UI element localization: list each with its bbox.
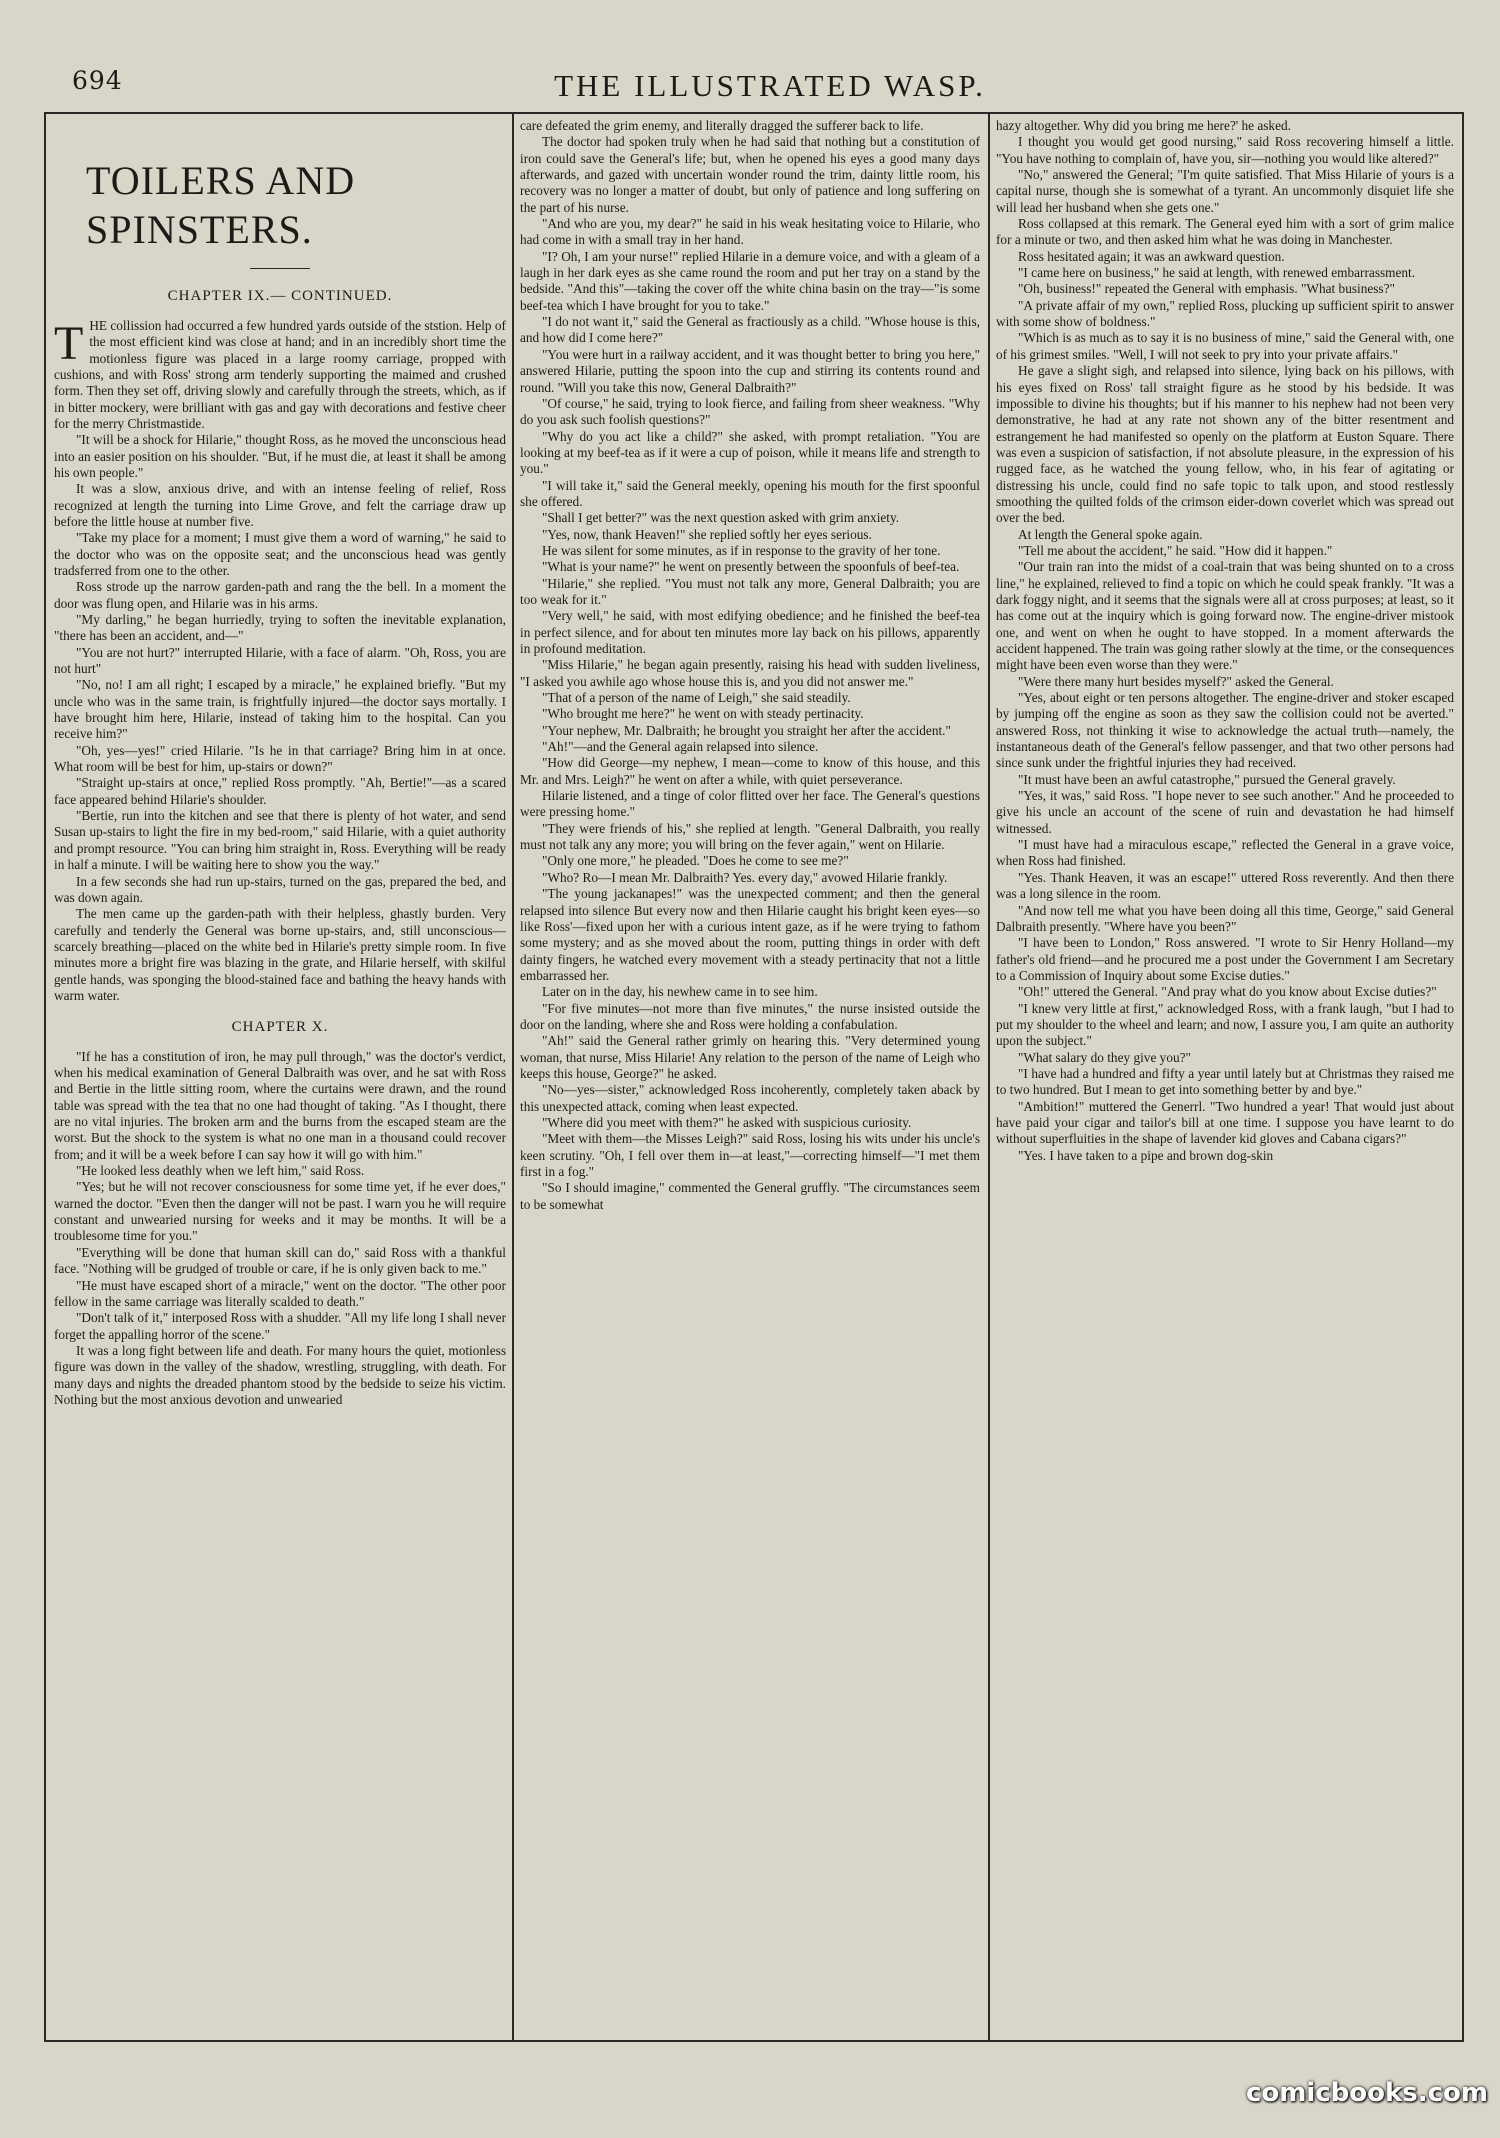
story-paragraph: "Only one more," he pleaded. "Does he come to see me?" — [542, 853, 849, 869]
story-paragraph: "I have had a hundred and fifty a year until lately but at Christmas they raised me to two hundred. But I mean to get into something better by and bye." — [996, 1065, 1454, 1098]
story-paragraph: "Yes, it was," said Ross. "I hope never to see such another." And he proceeded to give his uncle an account of the scene of ruin and devastation he had himself witnessed. — [996, 788, 1454, 836]
story-paragraph: "I will take it," said the General meekly, opening his mouth for the first spoonful she offered. — [520, 477, 980, 509]
story-paragraph: "I came here on business," he said at length, with renewed embarrassment. — [1018, 265, 1416, 281]
story-paragraph: "Everything will be done that human skill can do," said Ross with a thankful face. "Nothing will be grudged of trouble or care, if he is only given back to me." — [54, 1244, 506, 1277]
paragraph-list — [996, 118, 1454, 1164]
story-paragraph: "I do not want it," said the General as fractiously as a child. "Whose house is this, and how did I come here?" — [520, 314, 980, 346]
chapter-heading: CHAPTER IX.— CONTINUED. — [167, 288, 393, 305]
chapter-heading: CHAPTER X. — [231, 1019, 329, 1036]
story-paragraph: "He looked less deathly when we left him," said Ross. — [76, 1163, 365, 1179]
story-paragraph: "Ah!" said the General rather grimly on hearing this. "Very determined young woman, that nurse, Miss Hilarie! Any relation to the person of the name of Leigh who keeps this house, George?" he asked. — [520, 1033, 980, 1081]
story-paragraph: "A private affair of my own," replied Ross, plucking up sufficient spirit to answer with some show of boldness." — [996, 297, 1454, 330]
story-paragraph: "Your nephew, Mr. Dalbraith; he brought you straight her after the accident." — [542, 722, 951, 738]
story-paragraph: In a few seconds she had run up-stairs, turned on the gas, prepared the bed, and was down again. — [54, 873, 506, 905]
story-paragraph: "Yes, now, thank Heaven!" she replied softly her eyes serious. — [542, 526, 872, 542]
story-paragraph: "The young jackanapes!" was the unexpected comment; and then the general relapsed into silence But every now and then Hilarie caught his bright keen eyes—so like Ross'—fixed upon her with a curious intent gaze, as if he were trying to fathom some mystery; and as she moved about the room, putting things in order with deft dainty fingers, he watched every movement with a steady pertinacity that not a little embarrassed her. — [520, 886, 980, 983]
story-paragraph: "You are not hurt?" interrupted Hilarie, with a face of alarm. "Oh, Ross, you are not hurt" — [54, 644, 506, 677]
paragraph-list — [54, 1049, 506, 1409]
story-paragraph: "I? Oh, I am your nurse!" replied Hilarie in a demure voice, and with a gleam of a laugh in her dark eyes as she came round the room and put her tray on a stand by the bedside. "And this"—taking the cover off the white china basin on the tray—"is some beef-tea which I have brought for you to take." — [520, 248, 980, 313]
story-paragraph: "He must have escaped short of a miracle," went on the doctor. "The other poor fellow in the same carriage was literally scalded to death." — [54, 1277, 506, 1309]
watermark-logo: comicbooks.com — [1245, 2078, 1488, 2108]
column-divider — [988, 112, 990, 2042]
story-paragraph: "Ah!"—and the General again relapsed into silence. — [542, 739, 819, 755]
story-paragraph: "Take my place for a moment; I must give them a word of warning," he said to the doctor who was on the opposite seat; and the unconscious head was gently tradsferred from one to the other. — [54, 530, 506, 578]
story-paragraph: "Yes. Thank Heaven, it was an escape!" uttered Ross reverently. And then there was a long silence in the room. — [996, 869, 1454, 902]
story-paragraph: "I have been to London," Ross answered. "I wrote to Sir Henry Holland—my father's old friend—and he procured me a post under the Government I am Secretary to a Commission of Inquiry about some Excise duties." — [996, 935, 1454, 983]
story-paragraph: "It must have been an awful catastrophe," pursued the General gravely. — [1018, 771, 1396, 787]
story-paragraph: "Of course," he said, trying to look fierce, and failing from sheer weakness. "Why do you ask such foolish questions?" — [520, 395, 980, 428]
story-paragraph: "Were there many hurt besides myself?" asked the General. — [1018, 673, 1334, 689]
story-paragraph: "Oh, yes—yes!" cried Hilarie. "Is he in that carriage? Bring him in at once. What room will be best for him, up-stairs or down?" — [54, 742, 506, 775]
story-paragraph: "What is your name?" he went on presently between the spoonfuls of beef-tea. — [542, 559, 960, 575]
story-paragraph: It was a long fight between life and death. For many hours the quiet, motionless figure was down in the valley of the shadow, wrestling, struggling, with death. For many days and nights the dreaded phantom stood by the bedside to seize his victim. Nothing but the most anxious devotion and unwearied — [54, 1342, 506, 1407]
drop-cap: T — [54, 316, 84, 370]
story-paragraph: "Shall I get better?" was the next question asked with grim anxiety. — [542, 510, 900, 526]
story-title: TOILERS AND SPINSTERS. — [86, 158, 356, 253]
story-paragraph: "Miss Hilarie," he began again presently, raising his head with sudden liveliness, "I asked you awhile ago whose house this is, and you did not answer me." — [520, 657, 980, 689]
story-paragraph: "Very well," he said, with most edifying obedience; and he finished the beef-tea in perfect silence, and for about ten minutes more lay back on his pillows, apparently in profound meditation. — [520, 608, 980, 656]
story-paragraph: The men came up the garden-path with their helpless, ghastly burden. Very carefully and tenderly the General was borne up-stairs, and, still unconscious—scarcely breathing—placed on the white bed in Hilarie's pretty simple room. In five minutes more a bright fire was blazing in the grate, and Hilarie herself, with skilful gentle hands, was sponging the blood-stained face and bathing the heavy hands with warm water. — [54, 906, 506, 1003]
story-paragraph: "Our train ran into the midst of a coal-train that was being shunted on to a cross line," he explained, relieved to find a topic on which he could speak frankly. "It was a dark foggy night, and it seems that the signals were all at cross purposes; at least, so it has come out at the inquiry which is going forward now. The engine-driver mistook one, and went on when he ought to have stopped. In a moment afterwards the accident happened. The train was going rather slowly at the time, or the consequences might have been even worse than they were." — [996, 559, 1454, 673]
story-paragraph: "Hilarie," she replied. "You must not talk any more, General Dalbraith; you are too weak for it." — [520, 575, 980, 607]
story-paragraph: The doctor had spoken truly when he had said that nothing but a constitution of iron could save the General's life; but, when he opened his eyes a good many days afterwards, and gazed with uncertain wonder round the trim, dainty little room, his recovery was no longer a matter of doubt, but only of patience and long suffering on the part of his nurse. — [520, 134, 980, 215]
story-paragraph: "Ambition!" muttered the Generrl. "Two hundred a year! That would just about have paid your cigar and tailor's bill at one time. I suppose you have learnt to do without superfluities in the shape of lavender kid gloves and Cabana cigars?" — [996, 1098, 1454, 1147]
column-divider — [512, 112, 514, 2042]
story-paragraph: "Which is as much as to say it is no business of mine," said the General with, one of his grimest smiles. "Well, I will not seek to pry into your private affairs." — [996, 330, 1454, 362]
story-paragraph: "Tell me about the accident," he said. "How did it happen." — [1018, 542, 1333, 558]
story-paragraph: "I knew very little at first," acknowledged Ross, with a frank laugh, "but I had to put my shoulder to the wheel and learn; and now, I assure you, I am quite an authority upon the subject." — [996, 1000, 1454, 1049]
column-1 — [54, 118, 506, 2036]
story-paragraph: "Why do you act like a child?" she asked, with prompt retaliation. "You are looking at my beef-tea as if it were a cup of poison, while it means life and strength to you." — [520, 428, 980, 477]
story-paragraph: "I must have had a miraculous escape," reflected the General in a grave voice, when Ross had finished. — [996, 837, 1454, 869]
story-paragraph: "If he has a constitution of iron, he may pull through," was the doctor's verdict, when his medical examination of General Dalbraith was over, and he sat with Ross and Bertie in the little sitting room, where the curtains were drawn, and the round table was spread with the tea that no one had thought of taking. "As I thought, there are no vital injuries. The broken arm and the burns from the escaped steam are the worst. But the shock to the system is what no one man in a thousand could recover from; and it will be a week before I can say how it will go with him." — [54, 1048, 506, 1162]
story-paragraph: "My darling," he began hurriedly, trying to soften the inevitable explanation, "there has been an accident, and—" — [54, 612, 506, 644]
paragraph-list — [54, 318, 506, 1004]
story-paragraph: It was a slow, anxious drive, and with an intense feeling of relief, Ross recognized at length the turning into Lime Grove, and felt the carriage draw up before the little house at number five. — [54, 481, 506, 529]
paragraph-list — [520, 118, 980, 1213]
story-paragraph: "It will be a shock for Hilarie," thought Ross, as he moved the unconscious head into an easier position on his shoulder. "But, if he must die, at least it shall be among his own people." — [54, 432, 506, 480]
story-paragraph: "Who brought me here?" he went on with steady pertinacity. — [542, 706, 864, 722]
story-paragraph: "So I should imagine," commented the General gruffly. "The circumstances seem to be somewhat — [520, 1180, 980, 1212]
story-paragraph: Hilarie listened, and a tinge of color flitted over her face. The General's questions were pressing home." — [520, 788, 980, 820]
story-paragraph: "Bertie, run into the kitchen and see that there is plenty of hot water, and send Susan up-stairs to light the fire in my bed-room," said Hilarie, with a quiet authority and prompt resource. "You can bring him straight in, Ross. Everything will be ready in half a minute. I will be waiting here to show you the way." — [54, 808, 506, 873]
story-paragraph: "For five minutes—not more than five minutes," the nurse insisted outside the door on the landing, where she and Ross were holding a confabulation. — [520, 1000, 980, 1032]
story-paragraph: Later on in the day, his newhew came in to see him. — [542, 984, 818, 1000]
story-paragraph: care defeated the grim enemy, and literally dragged the sufferer back to life. — [520, 118, 924, 133]
story-paragraph: "Don't talk of it," interposed Ross with a shudder. "All my life long I shall never forget the appalling horror of the scene." — [54, 1310, 506, 1342]
story-paragraph: "No," answered the General; "I'm quite satisfied. That Miss Hilarie of yours is a capital nurse, though she is somewhat of a tyrant. An uncommonly disquiet life she will lead her husband when she gets one." — [996, 167, 1454, 215]
story-paragraph: "And now tell me what you have been doing all this time, George," said General Dalbraith presently. "Where have you been?" — [996, 902, 1454, 934]
story-paragraph: HE collission had occurred a few hundred yards outside of the ststion. Help of the most efficient kind was close at hand; and in an incredibly short time the motionless figure was placed in a large roomy carriage, propped with cushions, and with Ross' strong arm tenderly supporting the maimed and crushed form. Then they set off, driving slowly and carefully through the streets, which, as if in bitter mockery, were brilliant with gas and gay with decorations and festive cheer for the merry Christmastide. — [54, 317, 506, 431]
story-paragraph: "Yes, about eight or ten persons altogether. The engine-driver and stoker escaped by jumping off the engine as soon as they saw the collision could not be averted." answered Ross, not thinking it wise to acknowledge the actual truth—namely, the instantaneous death of the General's fellow passenger, and that two other persons had since sunk under the frightful injuries they had received. — [996, 690, 1454, 771]
story-paragraph: hazy altogether. Why did you bring me here?' he asked. — [996, 118, 1291, 133]
story-paragraph: He gave a slight sigh, and relapsed into silence, lying back on his pillows, with his eyes fixed on Ross' tall straight figure as he stood by his bedside. It was impossible to divine his thoughts; but if his manner to his nephew had not been very demonstrative, he had at any rate not shown any of the bitter resentment and estrangement he had manifested so openly on the platform at Euston Square. There was even a suspicion of satisfaction, if not absolute pleasure, in the expression of his rugged face, as he watched the young fellow, who, in his fear of agitating or distressing his uncle, could find no safe topic to talk upon, and stood restlessly smoothing the quilted folds of the crimson eider-down coverlet which was spread out over the bed. — [996, 363, 1454, 526]
story-paragraph: "Yes; but he will not recover consciousness for some time yet, if he ever does," warned the doctor. "Even then the danger will not be past. I warn you he will require constant and unwearied nursing for weeks and it may be months. It will be a troublesome time for you." — [54, 1179, 506, 1244]
story-paragraph: He was silent for some minutes, as if in response to the gravity of her tone. — [542, 542, 941, 558]
story-paragraph: "How did George—my nephew, I mean—come to know of this house, and this Mr. and Mrs. Leigh?" he went on after a while, with quiet perseverance. — [520, 755, 980, 787]
story-paragraph: "They were friends of his," she replied at length. "General Dalbraith, you really must not talk any any more; you will bring on the fever again," went on Hilarie. — [520, 820, 980, 853]
story-paragraph: "Who? Ro—I mean Mr. Dalbraith? Yes. every day," avowed Hilarie frankly. — [542, 869, 948, 885]
story-paragraph: "And who are you, my dear?" he said in his weak hesitating voice to Hilarie, who had come in with a small tray in her hand. — [520, 216, 980, 248]
page-number: 694 — [72, 66, 123, 95]
title-rule — [250, 268, 310, 269]
story-paragraph: "Oh, business!" repeated the General with emphasis. "What business?" — [1018, 281, 1395, 297]
story-paragraph: I thought you would get good nursing," said Ross recovering himself a little. "You have nothing to complain of, have you, sir—nothing you would like altered?" — [996, 134, 1454, 166]
story-paragraph: "Yes. I have taken to a pipe and brown dog-skin — [1018, 1147, 1274, 1163]
story-paragraph: "You were hurt in a railway accident, and it was thought better to bring you here," answered Hilarie, putting the spoon into the cup and stirring its contents round and round. "Will you take this now, General Dalbraith?" — [520, 346, 980, 395]
column-3 — [996, 118, 1454, 2036]
story-paragraph: Ross hesitated again; it was an awkward question. — [1018, 248, 1285, 264]
story-paragraph: "Meet with them—the Misses Leigh?" said Ross, losing his wits under his uncle's keen scrutiny. "Oh, I fell over them in—at least,"—correcting himself—"I met them first in a fog." — [520, 1131, 980, 1179]
story-paragraph: At length the General spoke again. — [1018, 526, 1203, 542]
story-paragraph: Ross strode up the narrow garden-path and rang the the bell. In a moment the door was flung open, and Hilarie was in his arms. — [54, 579, 506, 611]
story-paragraph: "What salary do they give you?" — [1018, 1049, 1191, 1065]
column-2 — [520, 118, 980, 2036]
story-paragraph: "That of a person of the name of Leigh," she said steadily. — [542, 690, 851, 706]
story-paragraph: "Oh!" uttered the General. "And pray what do you know about Excise duties?" — [1018, 984, 1437, 1000]
story-paragraph: "No, no! I am all right; I escaped by a miracle," he explained briefly. "But my uncle who was in the same train, is frightfully injured—the doctor says mortally. I have brought him here, Hilarie, instead of taking him to the hospital. Can you receive him?" — [54, 677, 506, 742]
story-paragraph: "Straight up-stairs at once," replied Ross promptly. "Ah, Bertie!"—as a scared face appeared behind Hilarie's shoulder. — [54, 775, 506, 807]
publication-title: THE ILLUSTRATED WASP. — [554, 68, 986, 103]
story-paragraph: "No—yes—sister," acknowledged Ross incoherently, completely taken aback by this unexpected attack, coming when least expected. — [520, 1082, 980, 1114]
story-paragraph: "Where did you meet with them?" he asked with suspicious curiosity. — [542, 1114, 912, 1130]
story-paragraph: Ross collapsed at this remark. The General eyed him with a sort of grim malice for a minute or two, and then asked him what he was doing in Manchester. — [996, 216, 1454, 248]
